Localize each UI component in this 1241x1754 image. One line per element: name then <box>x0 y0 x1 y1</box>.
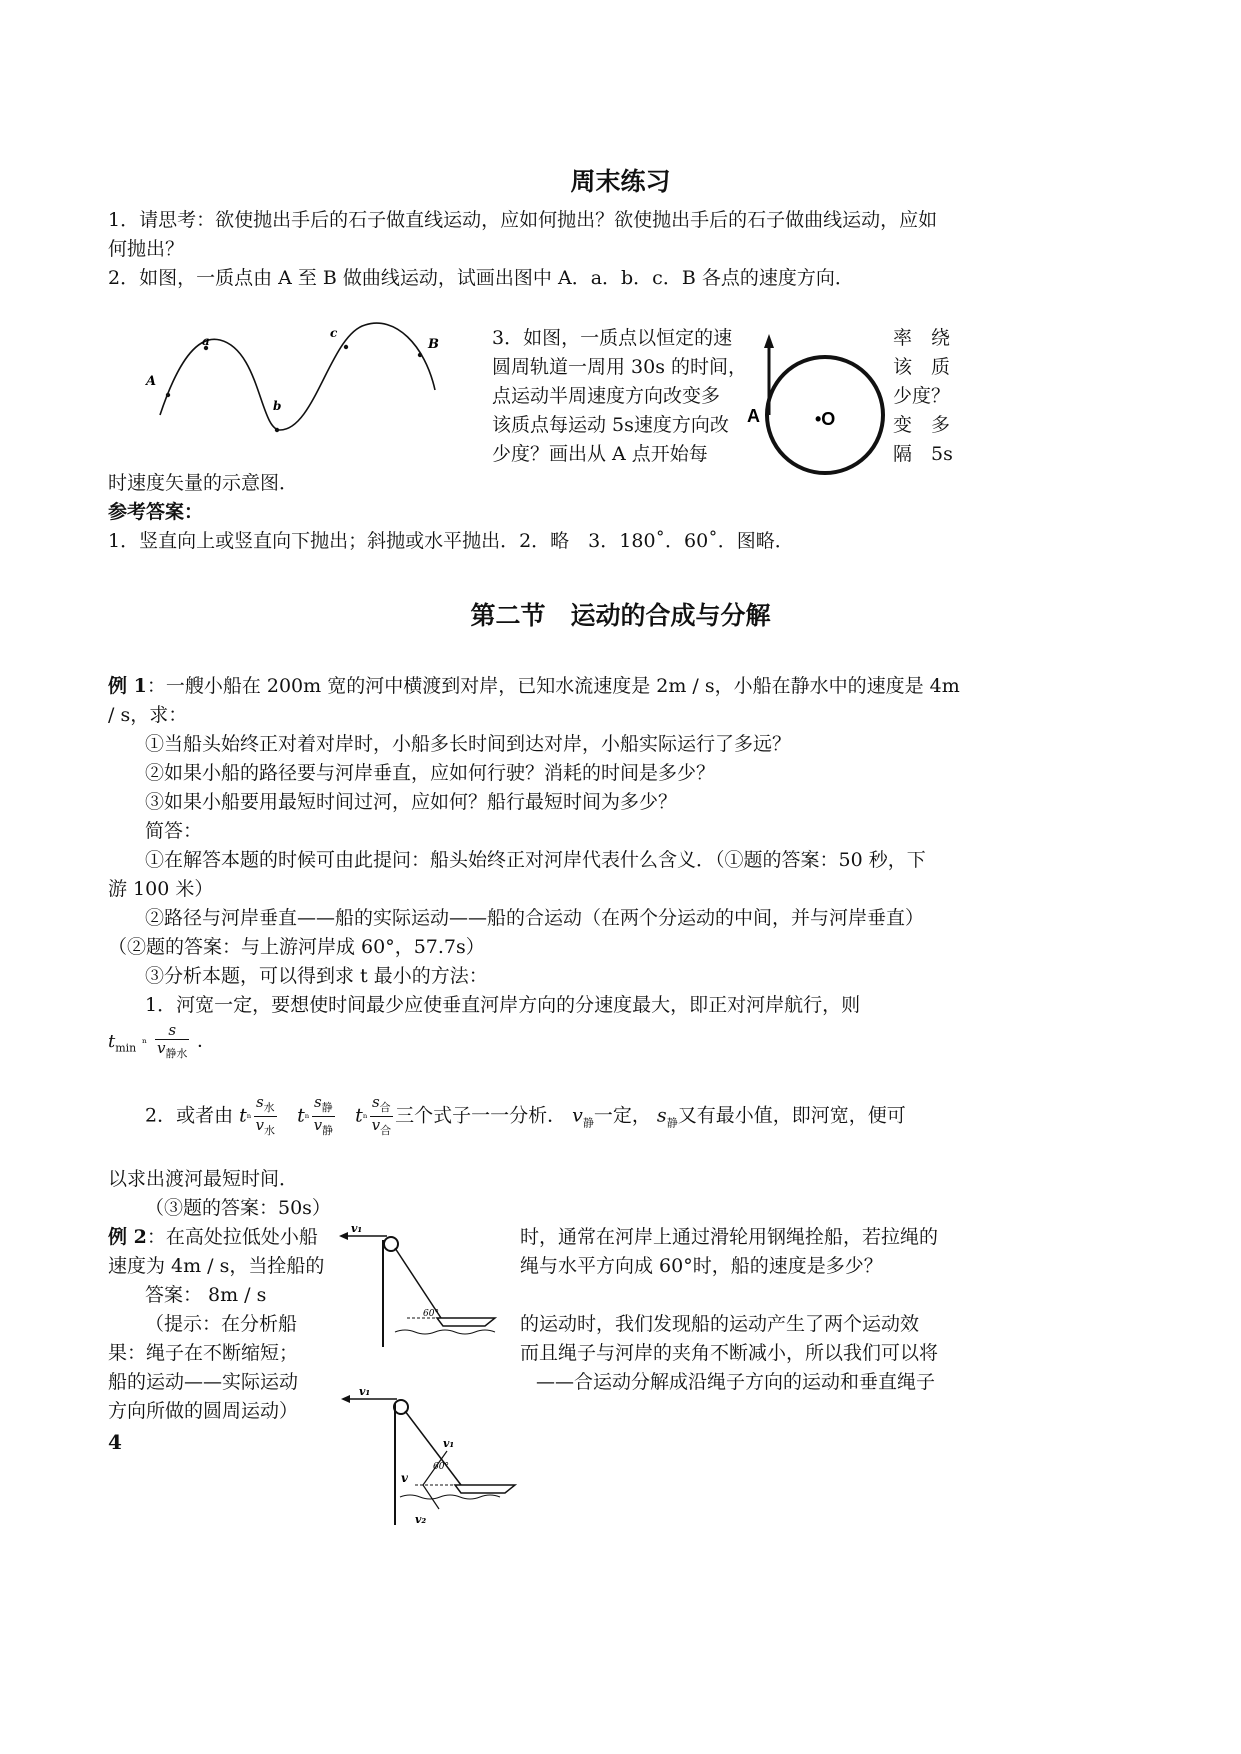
example1-method2: 2．或者由 tⁿ $\frac{s_水}{v_水}$ tⁿ $\frac{s_静}{v_静}$ tⁿ $\frac{s_合}{v_合}$ 三个式子一一分析． $v_静$一定， $s_静$又有最小值，即河宽，便可 <box>145 1093 906 1137</box>
circle-label-A: A <box>747 406 760 426</box>
example1-line1: 例 1：一艘小船在 200m 宽的河中横渡到对岸，已知水流速度是 2m / s，小船在静水中的速度是 4m <box>108 675 960 697</box>
circle-label-O: •O <box>815 409 836 429</box>
formula-tmin: $t_{min}$ ⁿ $\frac{s}{v_{静水}}$ ． <box>108 1021 216 1060</box>
example2-left-line7: 方向所做的圆周运动） <box>108 1400 299 1422</box>
example1-a2-line2: （②题的答案：与上游河岸成 60°，57.7s） <box>108 936 485 958</box>
fig2-v-label: v <box>401 1471 408 1485</box>
curve-label-A: A <box>146 374 157 389</box>
curve-label-b: b <box>273 399 282 413</box>
example2-answer: 答案： 8m / s <box>145 1284 267 1306</box>
example2-line1: 例 2：在高处拉低处小船 <box>108 1226 318 1248</box>
example2-right-line4: 的运动时，我们发现船的运动产生了两个运动效 <box>520 1313 920 1335</box>
answers-text: 1．竖直向上或竖直向下抛出；斜抛或水平抛出．2．略 3．180˚．60˚．图略． <box>108 530 794 552</box>
example1-a3-intro: ③分析本题，可以得到求 t 最小的方法： <box>145 965 488 987</box>
example1-a1-line1: ①在解答本题的时候可由此提问：船头始终正对河岸代表什么含义．（①题的答案：50 秒，下 <box>145 849 926 871</box>
curve-label-c: c <box>330 326 338 340</box>
example1-label: 例 1 <box>108 675 147 697</box>
circle-figure <box>745 330 875 480</box>
pulley-figure-2 <box>335 1385 525 1530</box>
example2-right-line5: 而且绳子与河岸的夹角不断减小，所以我们可以将 <box>520 1342 939 1364</box>
example2-right-line6: ——合运动分解成沿绳子方向的运动和垂直绳子 <box>536 1371 936 1393</box>
example2-label: 例 2 <box>108 1226 147 1248</box>
example2-right-line1: 时，通常在河岸上通过滑轮用钢绳拴船，若拉绳的 <box>520 1226 939 1248</box>
example1-q3: ③如果小船要用最短时间过河，应如何？船行最短时间为多少？ <box>145 791 678 813</box>
example1-m2-line2: 以求出渡河最短时间． <box>108 1168 299 1190</box>
example2-left-line4: （提示：在分析船 <box>145 1313 298 1335</box>
curve-label-B: B <box>428 337 439 352</box>
example2-left-line2: 速度为 4m / s，当拴船的 <box>108 1255 325 1277</box>
example2-right-line2: 绳与水平方向成 60°时，船的速度是多少？ <box>520 1255 883 1277</box>
pulley-figure-1 <box>335 1222 515 1352</box>
example2-left-line5: 果：绳子在不断缩短； <box>108 1342 299 1364</box>
fig2-v1-label: v₁ <box>443 1437 455 1450</box>
fig1-angle-label: 60° <box>423 1309 439 1319</box>
answers-heading: 参考答案： <box>108 501 204 523</box>
q1-line1: 1．请思考：欲使抛出手后的石子做直线运动，应如何抛出？欲使抛出手后的石子做曲线运动，应如 <box>108 209 938 231</box>
q1-line2: 何抛出？ <box>108 238 185 260</box>
example1-brief: 简答： <box>145 820 203 842</box>
q2-text: 2．如图，一质点由 A 至 B 做曲线运动，试画出图中 A．a．b．c．B 各点的速度方向． <box>108 267 854 289</box>
section-title: 第二节 运动的合成与分解 <box>470 601 771 630</box>
fig2-v2-label: v₂ <box>415 1513 427 1526</box>
example1-a3: （③题的答案：50s） <box>145 1197 331 1219</box>
fig2-angle-label: 60° <box>433 1462 449 1472</box>
fig2-v1-top-label: v₁ <box>359 1385 371 1398</box>
example1-a1-line2: 游 100 米） <box>108 878 214 900</box>
curve-figure <box>140 315 460 445</box>
page-number: 4 <box>108 1430 122 1454</box>
example1-q1: ①当船头始终正对着对岸时，小船多长时间到达对岸，小船实际运行了多远？ <box>145 733 792 755</box>
fig1-v1-label: v₁ <box>351 1222 363 1235</box>
example2-left-line6: 船的运动——实际运动 <box>108 1371 299 1393</box>
example1-method1: 1．河宽一定，要想使时间最少应使垂直河岸方向的分速度最大，即正对河岸航行，则 <box>145 994 861 1016</box>
example1-a2-line1: ②路径与河岸垂直——船的实际运动——船的合运动（在两个分运动的中间，并与河岸垂直） <box>145 907 925 929</box>
page-title: 周末练习 <box>570 167 671 196</box>
example1-q2: ②如果小船的路径要与河岸垂直，应如何行驶？消耗的时间是多少？ <box>145 762 716 784</box>
curve-label-a: a <box>202 334 210 348</box>
example1-line2: / s，求： <box>108 704 188 726</box>
q3-tail: 时速度矢量的示意图． <box>108 472 299 494</box>
